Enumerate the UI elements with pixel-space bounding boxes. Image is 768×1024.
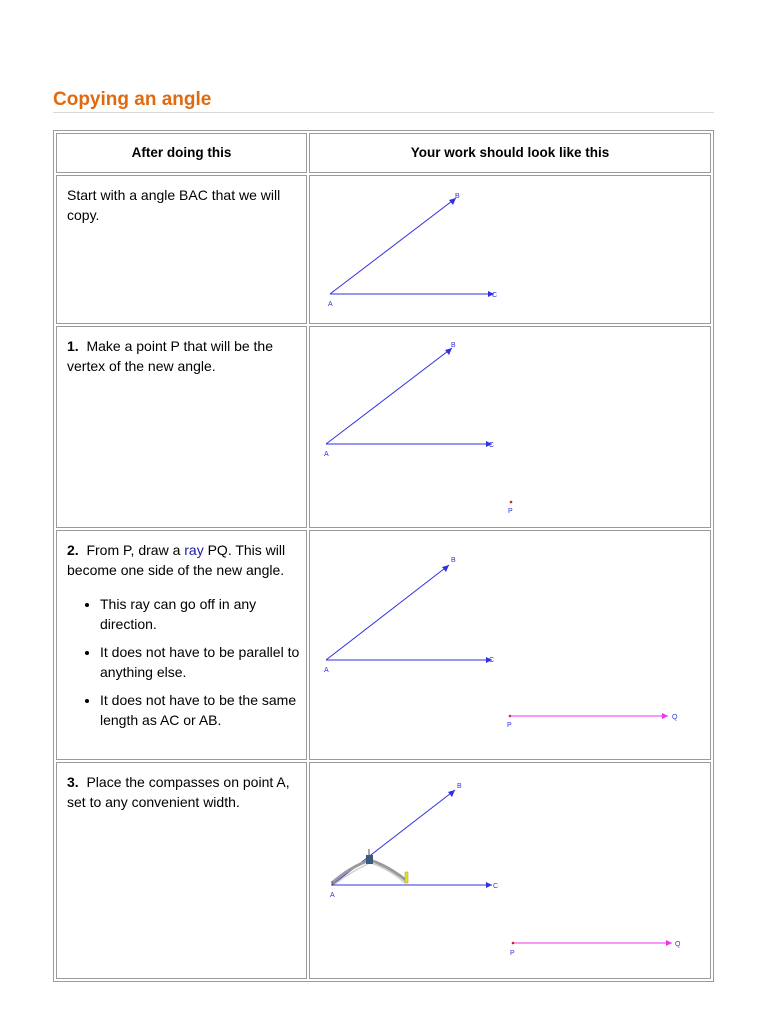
figure-point-p [310, 327, 710, 527]
step-figure [309, 762, 711, 979]
step-text: Place the compasses on point A, set to any convenient width. [67, 774, 290, 810]
segment-ab [326, 565, 449, 660]
label-b: B [451, 557, 456, 564]
point-p [510, 501, 513, 504]
label-b: B [455, 193, 460, 200]
table-row [56, 762, 711, 979]
title-divider [53, 112, 714, 113]
header-after-doing-this: After doing this [56, 133, 307, 173]
arrow-b [442, 565, 449, 572]
label-c: C [489, 442, 495, 449]
step-figure [309, 175, 711, 324]
step-text: Start with a angle BAC that we will copy. [67, 187, 281, 223]
label-a: A [328, 301, 333, 308]
step-description [56, 326, 307, 528]
label-c: C [489, 657, 495, 664]
step-text-before: From P, draw a [86, 542, 181, 558]
arrow-q [662, 713, 668, 719]
arrow-b [445, 348, 452, 355]
figure-compass-on-a [310, 763, 710, 978]
step-description [56, 762, 307, 979]
step-text: Make a point P that will be the vertex of the new angle. [67, 338, 273, 374]
label-a: A [324, 451, 329, 458]
label-p: P [507, 722, 512, 729]
point-p [512, 942, 515, 945]
compass-icon [332, 849, 408, 886]
label-c: C [492, 292, 498, 299]
label-c: C [493, 883, 499, 890]
label-p: P [510, 950, 515, 957]
label-b: B [451, 342, 456, 349]
step-description [56, 175, 307, 324]
segment-ab [330, 198, 456, 294]
figure-angle-bac [310, 176, 710, 323]
step-number: 1. [67, 338, 79, 354]
arrow-c [486, 882, 492, 888]
arrow-b [448, 790, 455, 797]
label-a: A [324, 667, 329, 674]
label-b: B [457, 783, 462, 790]
label-a: A [330, 892, 335, 899]
table-row [56, 530, 711, 760]
table-header-row [56, 133, 711, 173]
table-row [56, 326, 711, 528]
list-item: • It does not have to be the same length as AC or AB. [100, 690, 306, 730]
page-title: Copying an angle [53, 89, 212, 110]
step-description [56, 530, 307, 760]
header-your-work: Your work should look like this [309, 133, 711, 173]
segment-ab [326, 348, 452, 444]
label-q: Q [675, 941, 681, 948]
step-number: 3. [67, 774, 79, 790]
step-figure [309, 530, 711, 760]
list-item: • It does not have to be parallel to anything else. [100, 642, 306, 682]
step-figure [309, 326, 711, 528]
table-row [56, 175, 711, 324]
figure-ray-pq [310, 531, 710, 759]
list-item: • This ray can go off in any direction. [100, 594, 306, 634]
label-q: Q [672, 714, 678, 721]
label-p: P [508, 508, 513, 515]
bullet-list [57, 594, 306, 730]
step-text-after: PQ. This will become one side of the new angle. [67, 542, 286, 578]
arrow-q [666, 940, 672, 946]
ray-link[interactable]: ray [184, 542, 204, 558]
step-number: 2. [67, 542, 79, 558]
steps-table [53, 130, 714, 982]
